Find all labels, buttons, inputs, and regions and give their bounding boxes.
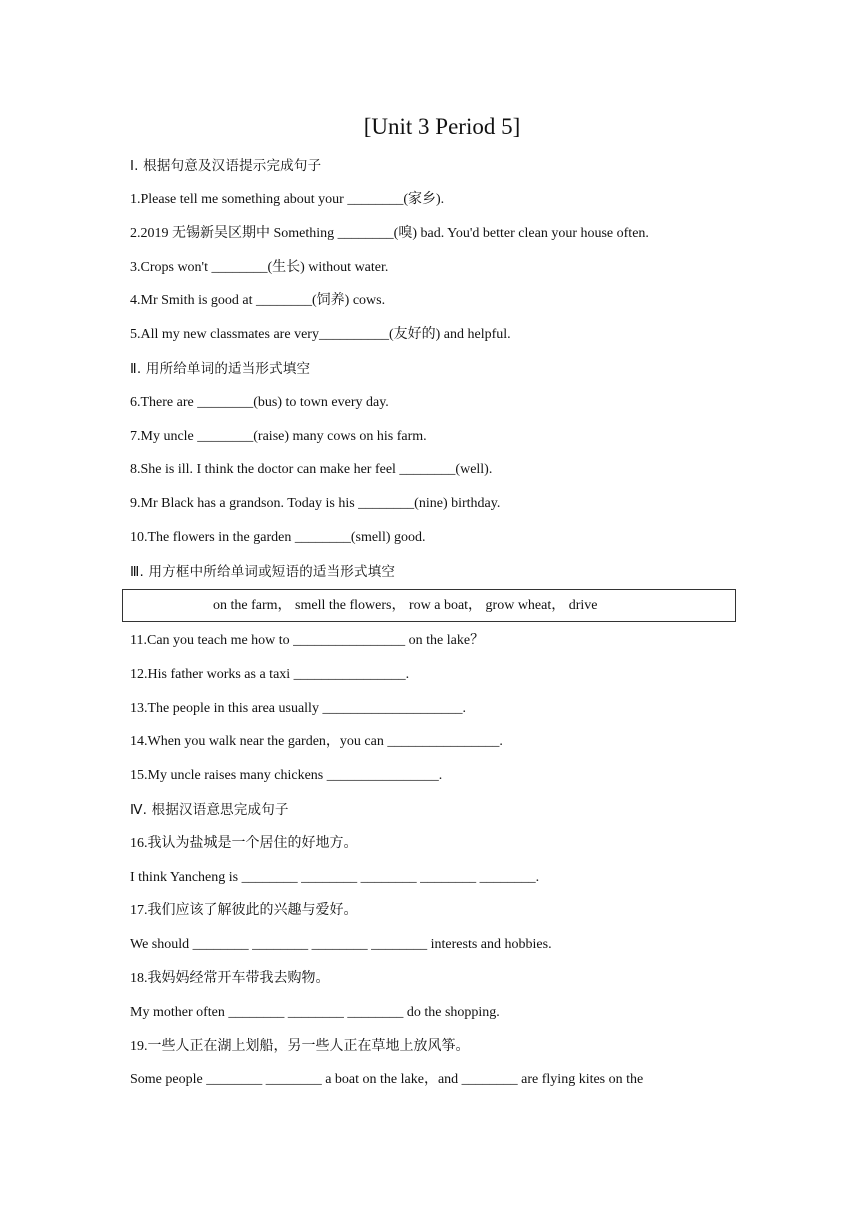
question-9: 9.Mr Black has a grandson. Today is his ________(nine) birthday.	[130, 496, 501, 511]
question-16-english: I think Yancheng is ________ ________ ________ ________ ________.	[130, 870, 540, 885]
question-19-english: Some people ________ ________ a boat on the lake，and ________ are flying kites on the	[130, 1072, 644, 1087]
word-box	[122, 589, 736, 622]
question-14: 14.When you walk near the garden，you can ________________.	[130, 734, 503, 749]
section-heading-3: Ⅲ. 用方框中所给单词或短语的适当形式填空	[130, 564, 396, 580]
question-8: 8.She is ill. I think the doctor can make her feel ________(well).	[130, 462, 493, 477]
question-2: 2.2019 无锡新吴区期中 Something ________(嗅) bad. You'd better clean your house often.	[130, 226, 649, 241]
question-1: 1.Please tell me something about your ________(家乡).	[130, 192, 445, 207]
question-19-chinese: 19.一些人正在湖上划船，另一些人正在草地上放风筝。	[130, 1039, 470, 1054]
question-10: 10.The flowers in the garden ________(smell) good.	[130, 530, 426, 545]
question-18-chinese: 18.我妈妈经常开车带我去购物。	[130, 971, 330, 986]
question-11: 11.Can you teach me how to ________________ on the lake？	[130, 633, 485, 648]
page-title: [Unit 3 Period 5]	[363, 114, 521, 139]
section-heading-1: Ⅰ. 根据句意及汉语提示完成句子	[130, 158, 322, 174]
question-15: 15.My uncle raises many chickens ________________.	[130, 768, 443, 783]
question-6: 6.There are ________(bus) to town every day.	[130, 395, 389, 410]
question-17-chinese: 17.我们应该了解彼此的兴趣与爱好。	[130, 903, 358, 918]
question-13: 13.The people in this area usually ____________________.	[130, 701, 466, 716]
question-18-english: My mother often ________ ________ ________ do the shopping.	[130, 1005, 500, 1020]
word-box-text: on the farm， smell the flowers， row a boat， grow wheat， drive	[213, 598, 598, 613]
section-heading-2: Ⅱ. 用所给单词的适当形式填空	[130, 361, 311, 377]
question-3: 3.Crops won't ________(生长) without water.	[130, 260, 389, 275]
section-heading-4: Ⅳ. 根据汉语意思完成句子	[130, 802, 289, 818]
question-5: 5.All my new classmates are very__________(友好的) and helpful.	[130, 327, 511, 342]
question-4: 4.Mr Smith is good at ________(饲养) cows.	[130, 293, 386, 308]
question-12: 12.His father works as a taxi ________________.	[130, 667, 410, 682]
question-17-english: We should ________ ________ ________ ________ interests and hobbies.	[130, 937, 552, 952]
question-16-chinese: 16.我认为盐城是一个居住的好地方。	[130, 836, 358, 851]
question-7: 7.My uncle ________(raise) many cows on his farm.	[130, 429, 427, 444]
